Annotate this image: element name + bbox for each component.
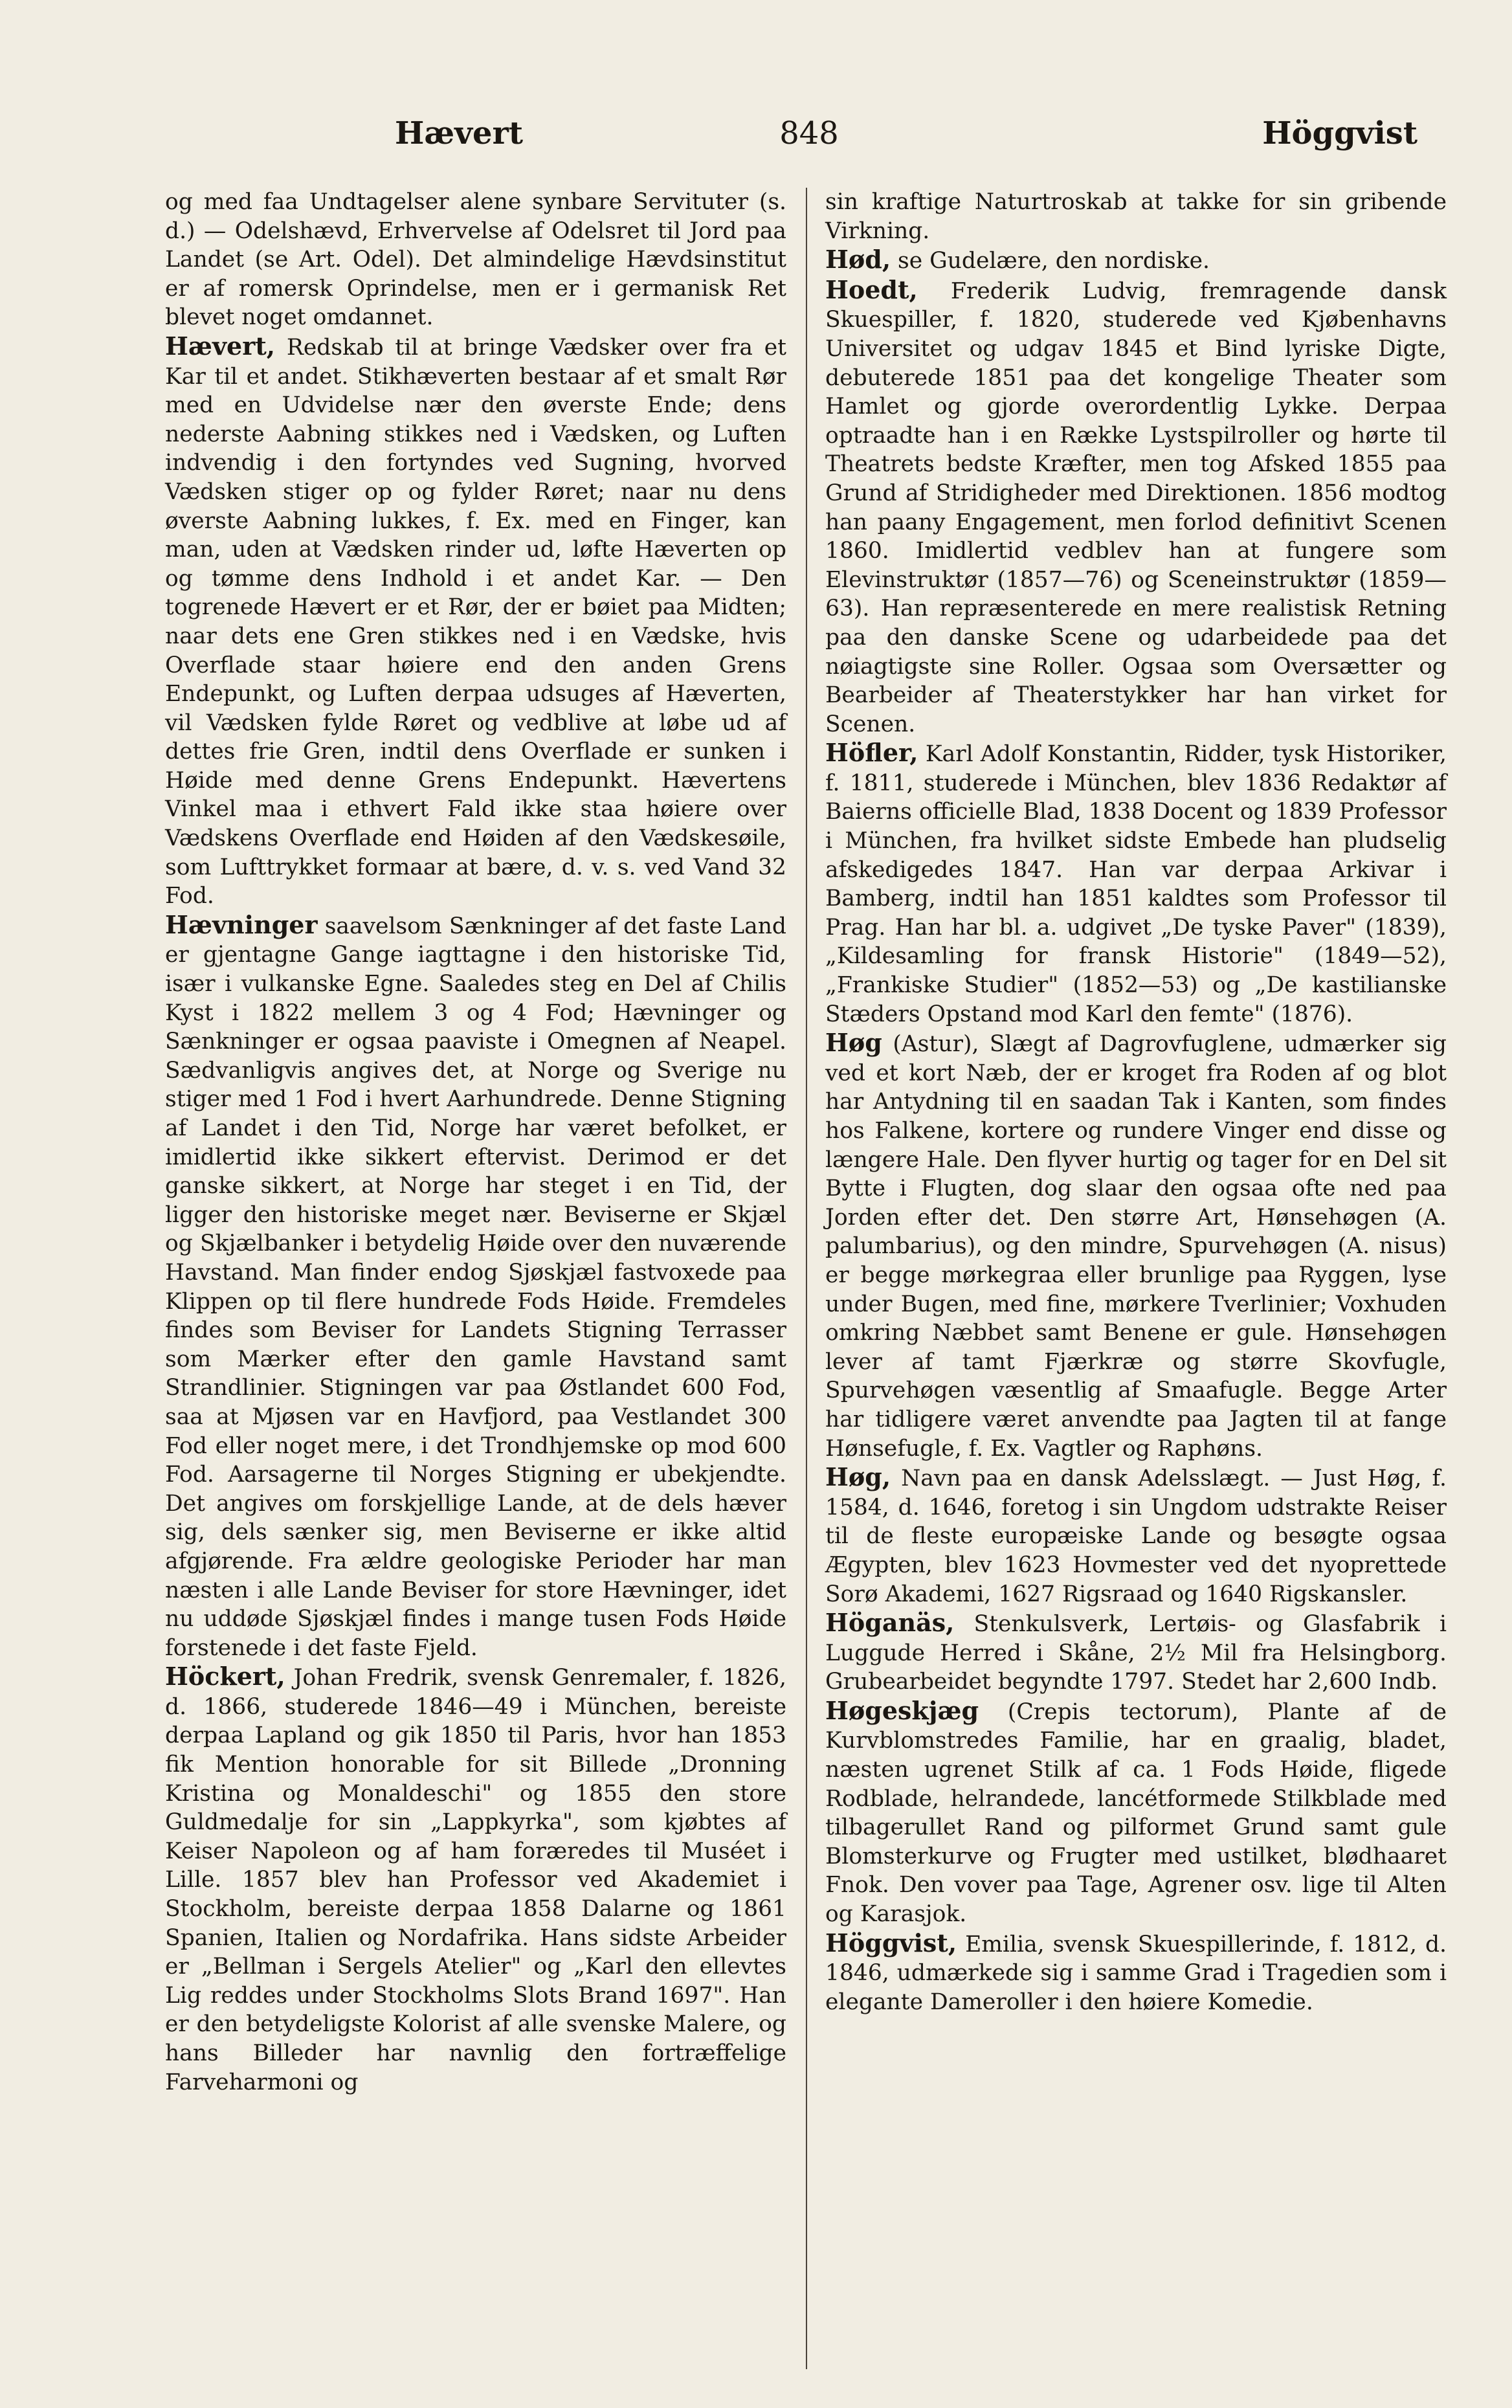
header-right-keyword: Höggvist bbox=[1262, 115, 1418, 151]
entry bbox=[825, 1029, 1447, 1463]
entry bbox=[825, 1463, 1447, 1609]
entry-text: Stenkulsverk, Lertøis- og Glasfabrik i Luggude Herred i Skåne, 2½ Mil fra Helsingborg. Grubearbeidet begyndte 1797. Stedet har 2,600 Indb. bbox=[825, 1611, 1447, 1695]
entry-headword: Höggvist, bbox=[825, 1928, 957, 1957]
entry bbox=[825, 1609, 1447, 1697]
entry bbox=[825, 276, 1447, 739]
entry bbox=[165, 332, 786, 911]
entry-text: Karl Adolf Konstantin, Ridder, tysk Historiker, f. 1811, studerede i München, blev 1836 Redaktør af Baierns officielle Blad, 1838 Docent og 1839 Professor i München, fra hvilket sidste Embede han pludselig afskedigedes 1847. Han var derpaa Arkivar i Bamberg, indtil han 1851 kaldtes som Professor til Prag. Han har bl. a. udgivet „De tyske Paver" (1839), „Kildesamling for fransk Historie" (1849—52), „Frankiske Studier" (1852—53) og „De kastilianske Stæders Opstand mod Karl den femte" (1876). bbox=[825, 741, 1447, 1027]
entry bbox=[825, 739, 1447, 1029]
entry bbox=[165, 188, 786, 332]
left-column bbox=[165, 188, 786, 2097]
page-number: 848 bbox=[779, 115, 839, 151]
entry-headword: Höfler, bbox=[825, 738, 918, 768]
entry-text: se Gudelære, den nordiske. bbox=[898, 248, 1210, 274]
entry-text: (Crepis tectorum), Plante af de Kurvblomstredes Familie, har en graalig, bladet, næsten ugrenet Stilk af ca. 1 Fods Høide, fligede Rodblade, helrandede, lancétformede Stilkblade med tilbagerullet Rand og pilformet Grund samt gule Blomsterkurve og Frugter med ustilket, blødhaaret Fnok. Den vover paa Tage, Agrener osv. lige til Alten og Karasjok. bbox=[825, 1699, 1447, 1928]
running-head bbox=[194, 115, 1424, 161]
entry-text: Frederik Ludvig, fremragende dansk Skuespiller, f. 1820, studerede ved Kjøbenhavns Universitet og udgav 1845 et Bind lyriske Digte, debuterede 1851 paa det kongelige Theater som Hamlet og gjorde overordentlig Lykke. Derpaa optraadte han i en Række Lystspilroller og hørte til Theatrets bedste Kræfter, men tog Afsked 1855 paa Grund af Stridigheder med Direktionen. 1856 modtog han paany Engagement, men forlod definitivt Scenen 1860. Imidlertid vedblev han at fungere som Elevinstruktør (1857—76) og Sceneinstruktør (1859—63). Han repræsenterede en mere realistisk Retning paa den danske Scene og udarbeidede paa det nøiagtigste sine Roller. Ogsaa som Oversætter og Bearbeider af Theaterstykker har han virket for Scenen. bbox=[825, 278, 1447, 737]
entry-headword: Hoedt, bbox=[825, 274, 918, 304]
entry-headword: Höckert, bbox=[165, 1662, 285, 1691]
entry-headword: Höganäs, bbox=[825, 1608, 955, 1638]
entry-text: Johan Fredrik, svensk Genremaler, f. 1826, d. 1866, studerede 1846—49 i München, bereiste derpaa Lapland og gik 1850 til Paris, hvor han 1853 fik Mention honorable for sit Billede „Dronning Kristina og Monaldeschi" og 1855 den store Guldmedalje for sin „Lappkyrka", som kjøbtes af Keiser Napoleon og af ham foræredes til Muséet i Lille. 1857 blev han Professor ved Akademiet i Stockholm, bereiste derpaa 1858 Dalarne og 1861 Spanien, Italien og Nordafrika. Hans sidste Arbeider er „Bellman i Sergels Atelier" og „Karl den ellevtes Lig reddes under Stockholms Slots Brand 1697". Han er den betydeligste Kolorist af alle svenske Malere, og hans Billeder har navnlig den fortræffelige Farveharmoni og bbox=[165, 1665, 786, 2095]
entry-text: Navn paa en dansk Adelsslægt. — Just Høg, f. 1584, d. 1646, foretog i sin Ungdom udstrakte Reiser til de fleste europæiske Lande og besøgte ogsaa Ægypten, blev 1623 Hovmester ved det nyoprettede Sorø Akademi, 1627 Rigsraad og 1640 Rigskansler. bbox=[825, 1466, 1447, 1607]
header-left-keyword: Hævert bbox=[395, 115, 524, 151]
entry-text: sin kraftige Naturtroskab at takke for sin gribende Virkning. bbox=[825, 189, 1447, 244]
entry-text: Redskab til at bringe Vædsker over fra et Kar til et andet. Stikhæverten bestaar af et smalt Rør med en Udvidelse nær den øverste Ende; dens nederste Aabning stikkes ned i Vædsken, og Luften indvendig i den fortyndes ved Sugning, hvorved Vædsken stiger op og fylder Røret; naar nu dens øverste Aabning lukkes, f. Ex. med en Finger, kan man, uden at Vædsken rinder ud, løfte Hæverten op og tømme dens Indhold i et andet Kar. — Den togrenede Hævert er et Rør, der er bøiet paa Midten; naar dets ene Gren stikkes ned i en Vædske, hvis Overflade staar høiere end den anden Grens Endepunkt, og Luften derpaa udsuges af Hæverten, vil Vædsken fylde Røret og vedblive at løbe ud af dettes frie Gren, indtil dens Overflade er sunken i Høide med denne Grens Endepunkt. Hævertens Vinkel maa i ethvert Fald ikke staa høiere over Vædskens Overflade end Høiden af den Vædskesøile, som Lufttrykket formaar at bære, d. v. s. ved Vand 32 Fod. bbox=[165, 334, 787, 909]
entry bbox=[825, 245, 1447, 276]
entry-headword: Høg bbox=[825, 1028, 882, 1058]
entry-text: saavelsom Sænkninger af det faste Land er gjentagne Gange iagttagne i den historiske Tid, især i vulkanske Egne. Saaledes steg en Del af Chilis Kyst i 1822 mellem 3 og 4 Fod; Hævninger og Sænkninger er ogsaa paaviste i Omegnen af Neapel. Sædvanligvis angives det, at Norge og Sverige nu stiger med 1 Fod i hvert Aarhundrede. Denne Stigning af Landet i den Tid, Norge har været befolket, er imidlertid ikke sikkert eftervist. Derimod er det ganske sikkert, at Norge har steget i en Tid, der ligger den historiske meget nær. Beviserne er Skjæl og Skjælbanker i betydelig Høide over den nuværende Havstand. Man finder endog Sjøskjæl fastvoxede paa Klippen op til flere hundrede Fods Høide. Fremdeles findes som Beviser for Landets Stigning Terrasser som Mærker efter den gamle Havstand samt Strandlinier. Stigningen var paa Østlandet 600 Fod, saa at Mjøsen var en Havfjord, paa Vestlandet 300 Fod eller noget mere, i det Trondhjemske op mod 600 Fod. Aarsagerne til Norges Stigning er ubekjendte. Det angives om forskjellige Lande, at de dels hæver sig, dels sænker sig, men Beviserne er ikke altid afgjørende. Fra ældre geologiske Perioder har man næsten i alle Lande Beviser for store Hævninger, idet nu uddøde Sjøskjæl findes i mange tusen Fods Høide forstenede i det faste Fjeld. bbox=[165, 913, 786, 1661]
entry bbox=[165, 1662, 786, 2097]
entry bbox=[825, 1929, 1447, 2017]
entry bbox=[165, 911, 786, 1662]
entry-text: og med faa Undtagelser alene synbare Servituter (s. d.) — Odelshævd, Erhvervelse af Odelsret til Jord paa Landet (se Art. Odel). Det almindelige Hævdsinstitut er af romersk Oprindelse, men er i germanisk Ret blevet noget omdannet. bbox=[165, 189, 786, 331]
entry bbox=[825, 1697, 1447, 1929]
entry-headword: Hød, bbox=[825, 245, 891, 274]
entry-text: Emilia, svensk Skuespillerinde, f. 1812, d. 1846, udmærkede sig i samme Grad i Tragedien som i elegante Dameroller i den høiere Komedie. bbox=[825, 1931, 1447, 2015]
entry-headword: Høgeskjæg bbox=[825, 1695, 979, 1725]
entry-headword: Hævninger bbox=[165, 909, 318, 939]
right-column bbox=[825, 188, 1447, 2016]
entry-headword: Høg, bbox=[825, 1462, 891, 1492]
column-divider bbox=[806, 188, 807, 2369]
entry-text: (Astur), Slægt af Dagrovfuglene, udmærker sig ved et kort Næb, der er kroget fra Roden af og blot har Antydning til en saadan Tak i Kanten, som findes hos Falkene, kortere og rundere Vinger end disse og længere Hale. Den flyver hurtig og tager for en Del sit Bytte i Flugten, dog slaar den ogsaa ofte ned paa Jorden efter det. Den større Art, Hønsehøgen (A. palumbarius), og den mindre, Spurvehøgen (A. nisus) er begge mørkegraa eller brunlige paa Ryggen, lyse under Bugen, med fine, mørkere Tverlinier; Voxhuden omkring Næbbet samt Benene er gule. Hønsehøgen lever af tamt Fjærkræ og større Skovfugle, Spurvehøgen væsentlig af Smaafugle. Begge Arter har tidligere været anvendte paa Jagten til at fange Hønsefugle, f. Ex. Vagtler og Raphøns. bbox=[825, 1031, 1447, 1462]
entry bbox=[825, 188, 1447, 245]
entry-headword: Hævert, bbox=[165, 331, 276, 361]
